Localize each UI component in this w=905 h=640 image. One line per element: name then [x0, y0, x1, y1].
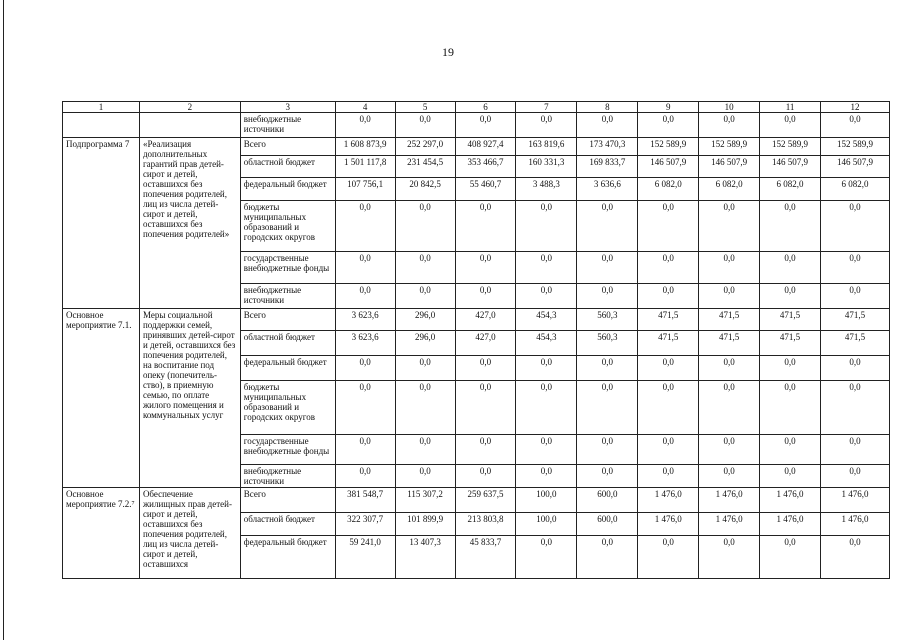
- table-viewport: [62, 101, 890, 585]
- value-cell: 0,0: [455, 113, 516, 138]
- value-cell: 0,0: [455, 284, 516, 309]
- value-cell: 353 466,7: [455, 156, 516, 178]
- value-cell: 0,0: [638, 356, 699, 381]
- funding-source: государственные внебюджетные фонды: [240, 252, 335, 284]
- value-cell: 0,0: [638, 435, 699, 465]
- value-cell: 252 297,0: [395, 138, 455, 156]
- value-cell: 169 833,7: [577, 156, 638, 178]
- value-cell: 101 899,9: [395, 513, 455, 536]
- empty-cell: [139, 113, 240, 138]
- value-cell: 0,0: [638, 465, 699, 488]
- value-cell: 115 307,2: [395, 488, 455, 513]
- value-cell: 0,0: [821, 465, 890, 488]
- value-cell: 0,0: [760, 284, 821, 309]
- value-cell: 0,0: [335, 435, 395, 465]
- value-cell: 0,0: [516, 465, 577, 488]
- value-cell: 0,0: [395, 465, 455, 488]
- funding-source: бюджеты муниципальных образований и городских округов: [240, 201, 335, 252]
- value-cell: 0,0: [699, 356, 760, 381]
- value-cell: 0,0: [335, 465, 395, 488]
- value-cell: 45 833,7: [455, 536, 516, 579]
- value-cell: 0,0: [577, 381, 638, 435]
- value-cell: 471,5: [638, 309, 699, 331]
- value-cell: 146 507,9: [638, 156, 699, 178]
- value-cell: 0,0: [455, 381, 516, 435]
- program-title: Меры социальной поддержки семей, принявших детей-сирот и детей, оставшихся без попечения родителей, на воспитание под опеку (попечитель-ство), в приемную семью, по оплате жилого помещения и коммунальных услуг: [139, 309, 240, 488]
- column-number: 11: [760, 102, 821, 113]
- value-cell: 0,0: [395, 356, 455, 381]
- value-cell: 0,0: [577, 113, 638, 138]
- value-cell: 0,0: [455, 356, 516, 381]
- value-cell: 0,0: [335, 201, 395, 252]
- funding-source: бюджеты муниципальных образований и городских округов: [240, 381, 335, 435]
- value-cell: 0,0: [760, 201, 821, 252]
- funding-source: областной бюджет: [240, 331, 335, 356]
- program-title: Обеспечение жилищных прав детей-сирот и детей, оставшихся без попечения родителей, лиц из числа детей-сирот и детей, оставшихся: [139, 488, 240, 579]
- continuation-row: [63, 113, 890, 138]
- value-cell: 0,0: [699, 536, 760, 579]
- value-cell: 1 476,0: [638, 513, 699, 536]
- value-cell: 0,0: [335, 381, 395, 435]
- column-number: 7: [516, 102, 577, 113]
- value-cell: 0,0: [821, 536, 890, 579]
- value-cell: 0,0: [516, 284, 577, 309]
- value-cell: 55 460,7: [455, 178, 516, 201]
- table-row: [63, 488, 890, 513]
- value-cell: 20 842,5: [395, 178, 455, 201]
- value-cell: 6 082,0: [821, 178, 890, 201]
- value-cell: 0,0: [335, 284, 395, 309]
- value-cell: 560,3: [577, 331, 638, 356]
- value-cell: 381 548,7: [335, 488, 395, 513]
- value-cell: 471,5: [760, 309, 821, 331]
- value-cell: 0,0: [760, 252, 821, 284]
- value-cell: 0,0: [760, 356, 821, 381]
- value-cell: 1 476,0: [821, 488, 890, 513]
- column-number: 6: [455, 102, 516, 113]
- value-cell: 0,0: [335, 356, 395, 381]
- value-cell: 3 623,6: [335, 309, 395, 331]
- column-number: 2: [139, 102, 240, 113]
- value-cell: 1 608 873,9: [335, 138, 395, 156]
- value-cell: 231 454,5: [395, 156, 455, 178]
- funding-source: внебюджетные источники: [240, 113, 335, 138]
- value-cell: 0,0: [395, 435, 455, 465]
- value-cell: 59 241,0: [335, 536, 395, 579]
- column-number: 4: [335, 102, 395, 113]
- value-cell: 1 476,0: [638, 488, 699, 513]
- value-cell: 1 476,0: [760, 488, 821, 513]
- value-cell: 427,0: [455, 331, 516, 356]
- value-cell: 0,0: [455, 435, 516, 465]
- value-cell: 0,0: [821, 113, 890, 138]
- value-cell: 322 307,7: [335, 513, 395, 536]
- value-cell: 0,0: [699, 252, 760, 284]
- value-cell: 0,0: [821, 435, 890, 465]
- value-cell: 146 507,9: [699, 156, 760, 178]
- value-cell: 0,0: [577, 356, 638, 381]
- value-cell: 146 507,9: [821, 156, 890, 178]
- value-cell: 0,0: [516, 113, 577, 138]
- column-number: 1: [63, 102, 140, 113]
- value-cell: 408 927,4: [455, 138, 516, 156]
- value-cell: 6 082,0: [699, 178, 760, 201]
- funding-source: федеральный бюджет: [240, 536, 335, 579]
- value-cell: 3 488,3: [516, 178, 577, 201]
- value-cell: 3 636,6: [577, 178, 638, 201]
- table-row: [63, 138, 890, 156]
- column-number: 8: [577, 102, 638, 113]
- value-cell: 0,0: [516, 536, 577, 579]
- page-number: 19: [442, 45, 454, 59]
- column-number: 12: [821, 102, 890, 113]
- value-cell: 0,0: [395, 113, 455, 138]
- value-cell: 0,0: [577, 201, 638, 252]
- value-cell: 0,0: [455, 465, 516, 488]
- value-cell: 173 470,3: [577, 138, 638, 156]
- value-cell: 1 476,0: [699, 488, 760, 513]
- value-cell: 0,0: [516, 381, 577, 435]
- funding-source: федеральный бюджет: [240, 178, 335, 201]
- value-cell: 6 082,0: [760, 178, 821, 201]
- value-cell: 0,0: [699, 284, 760, 309]
- funding-source: Всего: [240, 309, 335, 331]
- value-cell: 152 589,9: [699, 138, 760, 156]
- column-number: 3: [240, 102, 335, 113]
- program-code: Основное мероприятие 7.2.⁷: [63, 488, 140, 579]
- value-cell: 0,0: [821, 252, 890, 284]
- value-cell: 100,0: [516, 513, 577, 536]
- value-cell: 163 819,6: [516, 138, 577, 156]
- value-cell: 296,0: [395, 309, 455, 331]
- value-cell: 454,3: [516, 309, 577, 331]
- value-cell: 0,0: [638, 201, 699, 252]
- value-cell: 296,0: [395, 331, 455, 356]
- value-cell: 0,0: [638, 381, 699, 435]
- funding-source: Всего: [240, 138, 335, 156]
- value-cell: 0,0: [821, 356, 890, 381]
- value-cell: 1 476,0: [699, 513, 760, 536]
- value-cell: 0,0: [516, 356, 577, 381]
- value-cell: 0,0: [395, 381, 455, 435]
- program-code: Основное мероприятие 7.1.: [63, 309, 140, 488]
- funding-source: государственные внебюджетные фонды: [240, 435, 335, 465]
- empty-cell: [63, 113, 140, 138]
- column-number: 10: [699, 102, 760, 113]
- value-cell: 471,5: [821, 309, 890, 331]
- value-cell: 0,0: [638, 536, 699, 579]
- value-cell: 0,0: [577, 465, 638, 488]
- table-body: [63, 102, 890, 579]
- value-cell: 0,0: [577, 284, 638, 309]
- value-cell: 471,5: [821, 331, 890, 356]
- program-code: Подпрограмма 7: [63, 138, 140, 309]
- value-cell: 6 082,0: [638, 178, 699, 201]
- value-cell: 0,0: [455, 252, 516, 284]
- value-cell: 0,0: [577, 435, 638, 465]
- value-cell: 160 331,3: [516, 156, 577, 178]
- value-cell: 560,3: [577, 309, 638, 331]
- value-cell: 0,0: [821, 201, 890, 252]
- value-cell: 0,0: [699, 113, 760, 138]
- value-cell: 13 407,3: [395, 536, 455, 579]
- value-cell: 0,0: [577, 536, 638, 579]
- value-cell: 427,0: [455, 309, 516, 331]
- value-cell: 3 623,6: [335, 331, 395, 356]
- funding-source: областной бюджет: [240, 156, 335, 178]
- value-cell: 100,0: [516, 488, 577, 513]
- value-cell: 152 589,9: [760, 138, 821, 156]
- value-cell: 471,5: [760, 331, 821, 356]
- value-cell: 0,0: [699, 201, 760, 252]
- value-cell: 0,0: [760, 435, 821, 465]
- value-cell: 146 507,9: [760, 156, 821, 178]
- value-cell: 0,0: [516, 201, 577, 252]
- budget-table: [62, 101, 890, 579]
- value-cell: 259 637,5: [455, 488, 516, 513]
- value-cell: 0,0: [699, 435, 760, 465]
- value-cell: 0,0: [516, 252, 577, 284]
- value-cell: 0,0: [335, 113, 395, 138]
- column-number: 5: [395, 102, 455, 113]
- value-cell: 0,0: [638, 113, 699, 138]
- value-cell: 0,0: [638, 284, 699, 309]
- value-cell: 152 589,9: [638, 138, 699, 156]
- value-cell: 152 589,9: [821, 138, 890, 156]
- column-number: 9: [638, 102, 699, 113]
- value-cell: 454,3: [516, 331, 577, 356]
- value-cell: 0,0: [760, 465, 821, 488]
- value-cell: 107 756,1: [335, 178, 395, 201]
- value-cell: 0,0: [699, 381, 760, 435]
- value-cell: 0,0: [760, 381, 821, 435]
- funding-source: Всего: [240, 488, 335, 513]
- value-cell: 600,0: [577, 488, 638, 513]
- value-cell: 0,0: [577, 252, 638, 284]
- value-cell: 0,0: [516, 435, 577, 465]
- funding-source: внебюджетные источники: [240, 465, 335, 488]
- column-number-row: [63, 102, 890, 113]
- value-cell: 471,5: [638, 331, 699, 356]
- value-cell: 0,0: [395, 284, 455, 309]
- value-cell: 0,0: [760, 536, 821, 579]
- program-title: «Реализация дополнительных гарантий прав детей-сирот и детей, оставшихся без попечения родителей, лиц из числа детей-сирот и детей, оставшихся без попечения родителей»: [139, 138, 240, 309]
- value-cell: 0,0: [821, 284, 890, 309]
- value-cell: 0,0: [335, 252, 395, 284]
- value-cell: 213 803,8: [455, 513, 516, 536]
- value-cell: 471,5: [699, 331, 760, 356]
- value-cell: 471,5: [699, 309, 760, 331]
- value-cell: 1 501 117,8: [335, 156, 395, 178]
- value-cell: 0,0: [699, 465, 760, 488]
- page-left-edge-line: [3, 0, 4, 640]
- value-cell: 0,0: [821, 381, 890, 435]
- value-cell: 0,0: [760, 113, 821, 138]
- value-cell: 0,0: [638, 252, 699, 284]
- value-cell: 0,0: [395, 252, 455, 284]
- funding-source: внебюджетные источники: [240, 284, 335, 309]
- value-cell: 0,0: [395, 201, 455, 252]
- table-row: [63, 309, 890, 331]
- value-cell: 600,0: [577, 513, 638, 536]
- value-cell: 1 476,0: [821, 513, 890, 536]
- funding-source: областной бюджет: [240, 513, 335, 536]
- value-cell: 0,0: [455, 201, 516, 252]
- funding-source: федеральный бюджет: [240, 356, 335, 381]
- value-cell: 1 476,0: [760, 513, 821, 536]
